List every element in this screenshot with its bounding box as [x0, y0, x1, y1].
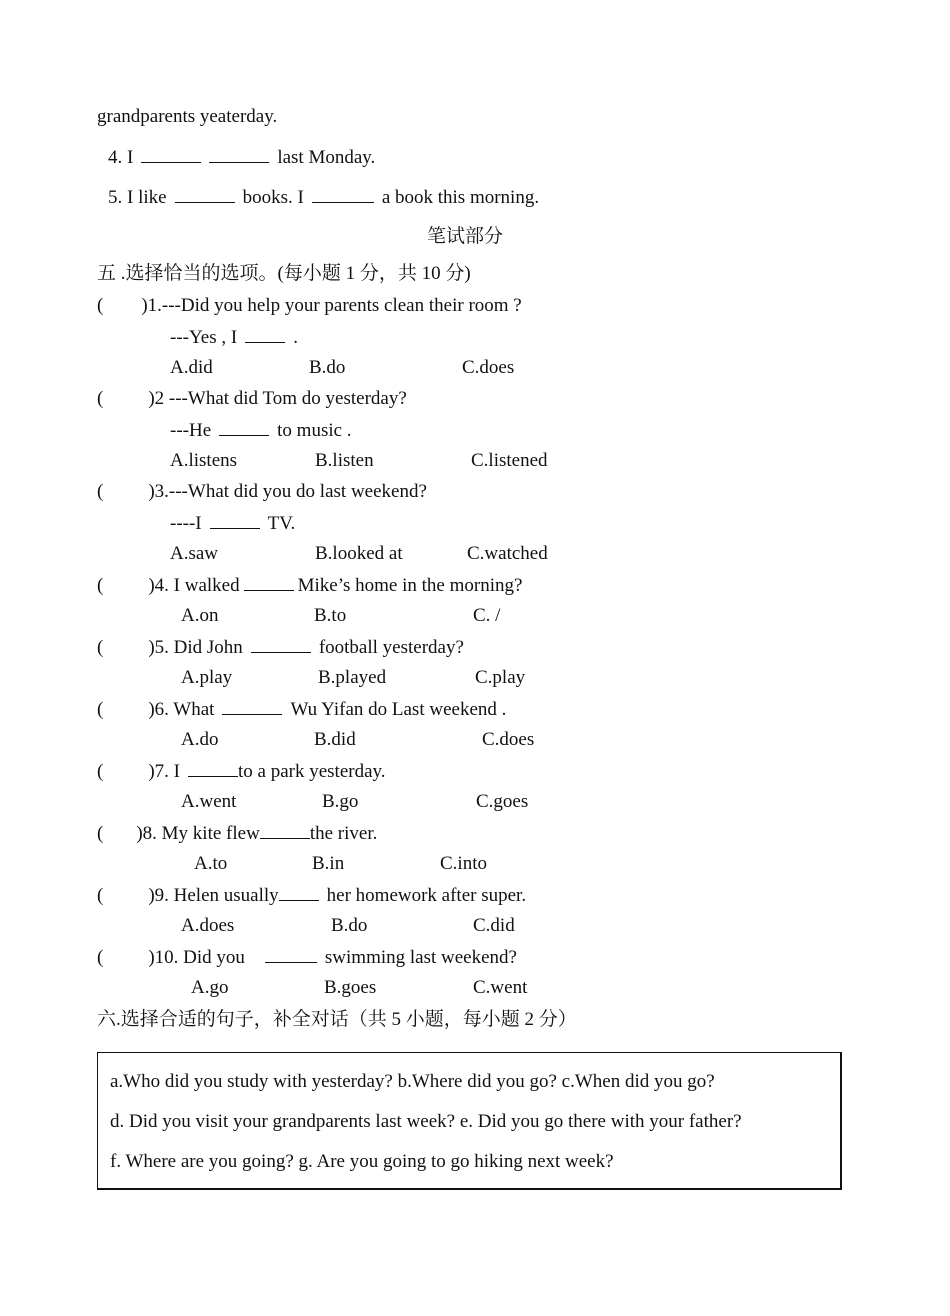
option-b[interactable]: B.listen	[315, 450, 374, 471]
question-text: )4. I walked	[148, 575, 240, 596]
option-c[interactable]: C.into	[440, 853, 487, 874]
question-text: )2 ---What did Tom do yesterday?	[148, 388, 407, 409]
option-b[interactable]: B.go	[322, 791, 359, 812]
option-a[interactable]: A.did	[170, 357, 213, 378]
question-1	[97, 295, 522, 317]
option-c[interactable]: C.does	[462, 357, 515, 378]
answer-blank[interactable]	[209, 146, 269, 163]
question-8-choice	[97, 822, 377, 845]
question-text: Wu Yifan do Last weekend .	[290, 699, 507, 720]
q4-prefix: 4. I	[108, 147, 134, 168]
option-a[interactable]: A.listens	[170, 450, 238, 471]
reply-text: ----I	[170, 513, 202, 534]
option-a[interactable]: A.saw	[170, 543, 219, 564]
section-title: 笔试部分	[426, 226, 503, 247]
option-a[interactable]: A.to	[194, 853, 228, 874]
sentence-options-row: a.Who did you study with yesterday? b.Where did you go? c.When did you go?	[110, 1071, 715, 1092]
option-c[interactable]: C.watched	[467, 543, 548, 564]
answer-blank[interactable]	[260, 822, 310, 839]
option-a[interactable]: A.do	[181, 729, 219, 750]
question-3	[97, 481, 427, 503]
sentence-options-row: d. Did you visit your grandparents last week? e. Did you go there with your father?	[110, 1111, 742, 1132]
answer-blank[interactable]	[222, 698, 282, 715]
option-c[interactable]: C.does	[482, 729, 535, 750]
option-a[interactable]: A.go	[191, 977, 229, 998]
question-text: )10. Did you	[148, 947, 245, 968]
q5-prefix: 5. I like	[108, 187, 167, 208]
q5-suffix: a book this morning.	[381, 187, 540, 208]
option-b[interactable]: B.goes	[324, 977, 377, 998]
question-text: )1.---Did you help your parents clean their room ?	[141, 295, 522, 316]
question-text: her homework after super.	[326, 885, 527, 906]
question-text: the river.	[309, 823, 378, 844]
question-1-reply	[170, 326, 298, 349]
answer-blank[interactable]	[312, 186, 374, 203]
answer-blank[interactable]	[210, 512, 260, 529]
option-b[interactable]: B.do	[309, 357, 346, 378]
option-c[interactable]: C.listened	[471, 450, 548, 471]
answer-paren[interactable]: (	[97, 575, 104, 596]
answer-blank[interactable]	[251, 636, 311, 653]
sentence-options-box	[97, 1052, 842, 1190]
reply-text: to music .	[277, 420, 352, 441]
option-c[interactable]: C.went	[473, 977, 528, 998]
option-c[interactable]: C.goes	[476, 791, 529, 812]
answer-paren[interactable]: (	[97, 388, 104, 409]
answer-blank[interactable]	[219, 419, 269, 436]
option-b[interactable]: B.did	[314, 729, 356, 750]
question-7-choice	[97, 760, 386, 783]
answer-paren[interactable]: (	[97, 637, 104, 658]
option-b[interactable]: B.to	[314, 605, 347, 626]
question-3-reply	[170, 512, 295, 535]
answer-paren[interactable]: (	[97, 761, 104, 782]
option-c[interactable]: C.did	[473, 915, 515, 936]
reply-text: ---He	[170, 420, 212, 441]
answer-paren[interactable]: (	[97, 481, 104, 502]
question-9-choice	[97, 884, 526, 907]
answer-paren[interactable]: (	[97, 699, 104, 720]
question-text: football yesterday?	[318, 637, 464, 658]
answer-blank[interactable]	[245, 326, 285, 343]
question-4	[108, 146, 375, 169]
question-text: to a park yesterday.	[237, 761, 386, 782]
q5-middle: books. I	[242, 187, 304, 208]
question-5	[108, 186, 539, 209]
section-5-heading: 五 .选择恰当的选项。(每小题 1 分，共 10 分)	[97, 263, 471, 284]
sentence-options-row: f. Where are you going? g. Are you going to go hiking next week?	[110, 1151, 614, 1172]
answer-paren[interactable]: (	[97, 295, 104, 316]
question-2	[97, 388, 407, 410]
question-text: )9. Helen usually	[148, 885, 279, 906]
question-text: )6. What	[148, 699, 215, 720]
answer-paren[interactable]: (	[97, 885, 104, 906]
question-5-choice	[97, 636, 464, 659]
option-c[interactable]: C. /	[473, 605, 501, 626]
option-a[interactable]: A.does	[181, 915, 235, 936]
q4-suffix: last Monday.	[277, 147, 376, 168]
answer-blank[interactable]	[244, 574, 294, 591]
question-text: )7. I	[148, 761, 180, 782]
option-a[interactable]: A.play	[181, 667, 233, 688]
option-b[interactable]: B.looked at	[315, 543, 403, 564]
answer-blank[interactable]	[175, 186, 235, 203]
answer-paren[interactable]: (	[97, 823, 104, 844]
answer-blank[interactable]	[188, 760, 238, 777]
question-text: Mike’s home in the morning?	[297, 575, 523, 596]
answer-blank[interactable]	[279, 884, 319, 901]
question-text: swimming last weekend?	[324, 947, 517, 968]
option-c[interactable]: C.play	[475, 667, 526, 688]
reply-text: .	[293, 327, 298, 348]
option-a[interactable]: A.went	[181, 791, 237, 812]
option-a[interactable]: A.on	[181, 605, 219, 626]
section-6-heading: 六.选择合适的句子，补全对话（共 5 小题，每小题 2 分）	[97, 1009, 577, 1030]
question-text: )5. Did John	[148, 637, 243, 658]
question-4-choice	[97, 574, 522, 597]
continued-sentence: grandparents yeaterday.	[97, 106, 278, 127]
answer-blank[interactable]	[141, 146, 201, 163]
answer-paren[interactable]: (	[97, 947, 104, 968]
question-text: )8. My kite flew	[136, 823, 260, 844]
option-b[interactable]: B.in	[312, 853, 345, 874]
option-b[interactable]: B.do	[331, 915, 368, 936]
question-6-choice	[97, 698, 506, 721]
option-b[interactable]: B.played	[318, 667, 387, 688]
question-2-reply	[170, 419, 352, 442]
question-10-choice	[97, 946, 517, 969]
question-text: )3.---What did you do last weekend?	[148, 481, 427, 502]
reply-text: TV.	[267, 513, 296, 534]
reply-text: ---Yes , I	[170, 327, 238, 348]
answer-blank[interactable]	[265, 946, 317, 963]
